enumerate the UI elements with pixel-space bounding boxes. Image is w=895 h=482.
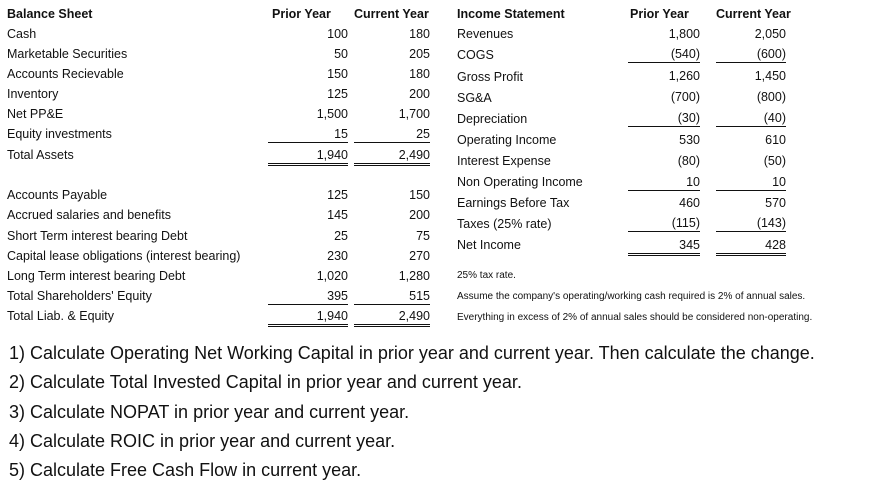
is-row-label: Gross Profit	[457, 70, 523, 84]
bs-row-prior: 230	[327, 249, 348, 263]
bs-row-current: 150	[409, 188, 430, 202]
is-row-current: (143)	[716, 216, 786, 232]
question-5: 5) Calculate Free Cash Flow in current year.	[9, 460, 362, 480]
bs-total-current: 2,490	[354, 309, 430, 327]
bs-row-prior: 1,020	[316, 269, 348, 283]
is-row-prior: 10	[628, 175, 700, 191]
bs-row-label: Equity investments	[7, 127, 112, 141]
bs-row-prior: 15	[268, 127, 348, 143]
note-tax-rate: 25% tax rate.	[457, 270, 516, 281]
bs-row-label: Long Term interest bearing Debt	[7, 269, 186, 283]
is-row-prior: (700)	[670, 90, 700, 104]
bs-total-label: Total Assets	[7, 148, 74, 162]
bs-row-current: 200	[409, 208, 430, 222]
is-row-label: Operating Income	[457, 133, 557, 147]
bs-row-current: 180	[409, 27, 430, 41]
bs-row-current: 180	[409, 67, 430, 81]
bs-total-label: Total Liab. & Equity	[7, 309, 115, 323]
is-row-prior: 1,800	[668, 27, 700, 41]
is-prior-year-header: Prior Year	[630, 7, 689, 21]
bs-row-label: Total Shareholders' Equity	[7, 289, 152, 303]
bs-total-prior: 1,940	[268, 148, 348, 166]
is-row-label: Depreciation	[457, 112, 528, 126]
is-row-prior: 530	[679, 133, 700, 147]
is-row-current: 570	[765, 196, 786, 210]
bs-row-prior: 145	[327, 208, 348, 222]
note-non-operating: Everything in excess of 2% of annual sales should be considered non-operating.	[457, 312, 813, 323]
is-row-label: COGS	[457, 48, 494, 62]
bs-row-current: 515	[354, 289, 430, 305]
is-row-current: 2,050	[754, 27, 786, 41]
bs-row-current: 1,280	[398, 269, 430, 283]
bs-row-prior: 125	[327, 87, 348, 101]
is-row-current: (40)	[716, 111, 786, 127]
question-3: 3) Calculate NOPAT in prior year and current year.	[9, 402, 410, 422]
is-row-label: SG&A	[457, 91, 492, 105]
is-row-current: (50)	[763, 154, 786, 168]
is-net-income-prior: 345	[628, 238, 700, 256]
is-current-year-header: Current Year	[716, 7, 791, 21]
bs-row-prior: 125	[327, 188, 348, 202]
bs-total-prior: 1,940	[268, 309, 348, 327]
note-operating-cash: Assume the company's operating/working cash required is 2% of annual sales.	[457, 291, 806, 302]
is-row-label: Earnings Before Tax	[457, 196, 570, 210]
bs-row-prior: 395	[268, 289, 348, 305]
bs-row-current: 1,700	[398, 107, 430, 121]
is-row-label: Taxes (25% rate)	[457, 217, 552, 231]
question-1: 1) Calculate Operating Net Working Capital in prior year and current year. Then calculate the change.	[9, 343, 815, 363]
is-row-prior: (30)	[628, 111, 700, 127]
question-2: 2) Calculate Total Invested Capital in prior year and current year.	[9, 372, 522, 392]
bs-row-label: Accounts Payable	[7, 188, 108, 202]
is-row-current: (800)	[756, 90, 786, 104]
bs-row-label: Inventory	[7, 87, 59, 101]
bs-prior-year-header: Prior Year	[272, 7, 331, 21]
bs-row-prior: 50	[334, 47, 348, 61]
is-row-prior: 1,260	[668, 69, 700, 83]
question-4: 4) Calculate ROIC in prior year and current year.	[9, 431, 396, 451]
bs-current-year-header: Current Year	[354, 7, 429, 21]
bs-row-label: Cash	[7, 27, 37, 41]
is-net-income-current: 428	[716, 238, 786, 256]
bs-row-label: Accrued salaries and benefits	[7, 208, 171, 222]
bs-row-current: 25	[354, 127, 430, 143]
bs-row-current: 270	[409, 249, 430, 263]
bs-row-prior: 150	[327, 67, 348, 81]
bs-row-label: Marketable Securities	[7, 47, 128, 61]
bs-row-current: 75	[416, 229, 430, 243]
income-statement-title: Income Statement	[457, 7, 565, 21]
is-row-current: 610	[765, 133, 786, 147]
is-row-current: (600)	[716, 47, 786, 63]
bs-row-prior: 25	[334, 229, 348, 243]
is-row-current: 1,450	[754, 69, 786, 83]
bs-row-current: 205	[409, 47, 430, 61]
is-row-prior: (115)	[628, 216, 700, 232]
bs-total-current: 2,490	[354, 148, 430, 166]
bs-row-label: Accounts Recievable	[7, 67, 124, 81]
is-row-label: Interest Expense	[457, 154, 551, 168]
is-row-prior: (80)	[677, 154, 700, 168]
bs-row-prior: 1,500	[316, 107, 348, 121]
is-row-current: 10	[716, 175, 786, 191]
is-row-prior: (540)	[628, 47, 700, 63]
bs-row-prior: 100	[327, 27, 348, 41]
bs-row-label: Net PP&E	[7, 107, 64, 121]
bs-row-label: Capital lease obligations (interest bearing)	[7, 249, 241, 263]
bs-row-label: Short Term interest bearing Debt	[7, 229, 188, 243]
is-row-label: Revenues	[457, 27, 514, 41]
is-row-prior: 460	[679, 196, 700, 210]
is-net-income-label: Net Income	[457, 238, 521, 252]
balance-sheet-title: Balance Sheet	[7, 7, 93, 21]
is-row-label: Non Operating Income	[457, 175, 583, 189]
bs-row-current: 200	[409, 87, 430, 101]
